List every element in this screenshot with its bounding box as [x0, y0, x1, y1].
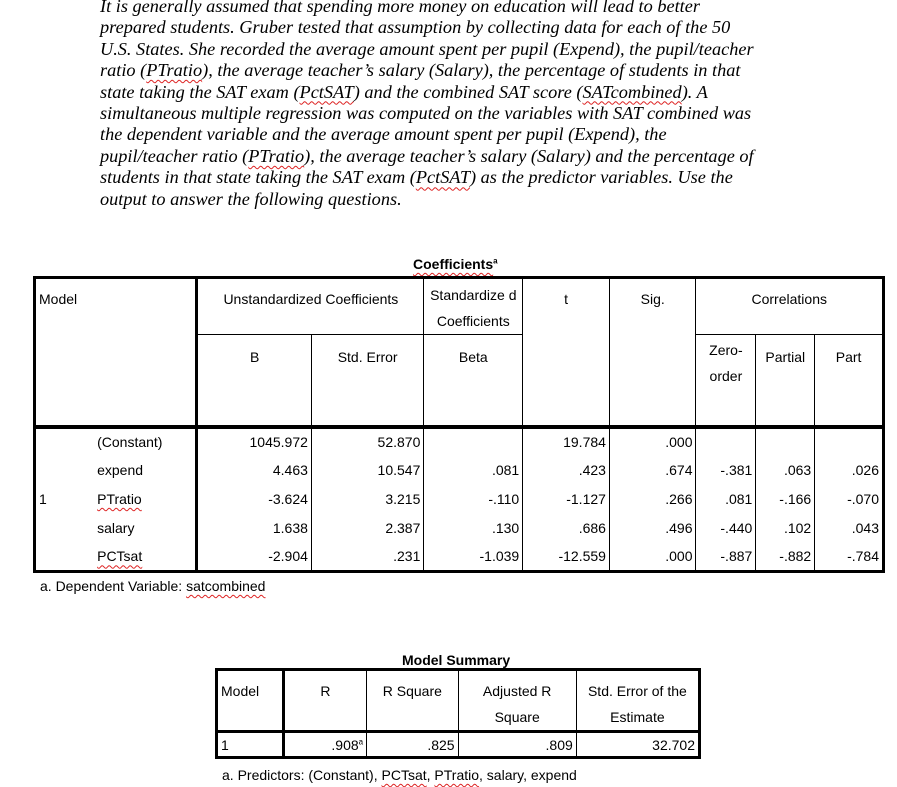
cell-b: 1045.972	[197, 427, 312, 456]
cell-beta: .130	[424, 514, 523, 543]
cell-partial: .063	[756, 456, 815, 485]
cell-b: -2.904	[197, 543, 312, 572]
model-number	[35, 427, 95, 456]
cell-part	[815, 427, 884, 456]
question-line: pupil/teacher ratio (PTratio), the average teacher’s salary (Salary) and the percentage of	[100, 145, 754, 166]
question-line: the dependent variable and the average amount spent per pupil (Expend), the	[100, 124, 667, 145]
cell-partial	[756, 427, 815, 456]
header-standardized: Standardize d Coefficients	[424, 278, 523, 335]
cell-b: 1.638	[197, 514, 312, 543]
cell-se: 2.387	[311, 514, 423, 543]
question-text	[100, 0, 754, 210]
summary-header-r: R	[283, 670, 366, 732]
question-line: state taking the SAT exam (PctSAT) and the combined SAT score (SATcombined). A	[100, 81, 708, 102]
predictor-name: expend	[94, 456, 197, 485]
model-number	[35, 456, 95, 485]
summary-header-std-error-estimate: Std. Error of the Estimate	[576, 670, 699, 732]
cell-beta: -.110	[424, 485, 523, 514]
cell-se: 10.547	[311, 456, 423, 485]
summary-model: 1	[217, 732, 284, 758]
summary-header-adjusted-r-square: Adjusted R Square	[458, 670, 576, 732]
model-number	[35, 543, 95, 572]
predictor-name: PCTsat	[94, 543, 197, 572]
question-line: U.S. States. She recorded the average amount spent per pupil (Expend), the pupil/teacher	[100, 38, 754, 59]
cell-t: .423	[523, 456, 610, 485]
cell-beta: -1.039	[424, 543, 523, 572]
header-correlations: Correlations	[696, 278, 884, 335]
header-zero-order: Zero- order	[696, 335, 756, 427]
cell-t: -12.559	[523, 543, 610, 572]
cell-se: 52.870	[311, 427, 423, 456]
header-sig: Sig.	[609, 278, 696, 427]
cell-sig: .000	[609, 543, 696, 572]
cell-part: .043	[815, 514, 884, 543]
cell-zero: -.440	[696, 514, 756, 543]
cell-t: 19.784	[523, 427, 610, 456]
model-summary-title: Model Summary	[402, 652, 511, 668]
question-line: It is generally assumed that spending more money on education will lead to better	[100, 0, 700, 16]
cell-zero: .081	[696, 485, 756, 514]
header-part: Part	[815, 335, 884, 427]
cell-se: .231	[311, 543, 423, 572]
cell-t: .686	[523, 514, 610, 543]
summary-std-error-estimate: 32.702	[576, 732, 699, 758]
cell-part: -.784	[815, 543, 884, 572]
question-line: output to answer the following questions.	[100, 188, 402, 209]
header-partial: Partial	[756, 335, 815, 427]
header-unstandardized: Unstandardized Coefficients	[197, 278, 424, 335]
cell-b: -3.624	[197, 485, 312, 514]
summary-header-model: Model	[217, 670, 284, 732]
table-row	[35, 485, 884, 514]
header-t: t	[523, 278, 610, 427]
coefficients-title: Coefficients$^a$	[413, 256, 498, 272]
table-row	[35, 514, 884, 543]
model-number: 1	[35, 485, 95, 514]
coefficients-footnote: a. Dependent Variable: satcombined	[40, 578, 266, 594]
predictor-name: (Constant)	[94, 427, 197, 456]
cell-part: .026	[815, 456, 884, 485]
cell-se: 3.215	[311, 485, 423, 514]
header-beta: Beta	[424, 335, 523, 427]
model-summary-footnote: a. Predictors: (Constant), PCTsat, PTratio, salary, expend	[222, 767, 577, 783]
summary-r-square: .825	[367, 732, 458, 758]
cell-partial: -.882	[756, 543, 815, 572]
model-number	[35, 514, 95, 543]
cell-beta	[424, 427, 523, 456]
cell-partial: .102	[756, 514, 815, 543]
cell-t: -1.127	[523, 485, 610, 514]
table-row	[35, 456, 884, 485]
cell-sig: .496	[609, 514, 696, 543]
summary-adjusted-r-square: .809	[458, 732, 576, 758]
cell-sig: .266	[609, 485, 696, 514]
question-line: ratio (PTratio), the average teacher’s salary (Salary), the percentage of students in that	[100, 60, 741, 81]
summary-r: .908$^a$	[283, 732, 366, 758]
cell-partial: -.166	[756, 485, 815, 514]
predictor-name: PTratio	[94, 485, 197, 514]
coefficients-table	[33, 276, 885, 573]
summary-header-r-square: R Square	[367, 670, 458, 732]
question-line: prepared students. Gruber tested that assumption by collecting data for each of the 50	[100, 17, 731, 38]
header-model: Model	[35, 278, 197, 427]
header-b: B	[197, 335, 312, 427]
question-line: students in that state taking the SAT exam (PctSAT) as the predictor variables. Use the	[100, 167, 733, 188]
table-row	[35, 543, 884, 572]
header-std-error: Std. Error	[311, 335, 423, 427]
cell-part: -.070	[815, 485, 884, 514]
cell-beta: .081	[424, 456, 523, 485]
predictor-name: salary	[94, 514, 197, 543]
cell-sig: .000	[609, 427, 696, 456]
question-line: simultaneous multiple regression was computed on the variables with SAT combined was	[100, 103, 752, 124]
cell-zero: -.381	[696, 456, 756, 485]
cell-b: 4.463	[197, 456, 312, 485]
table-row	[35, 427, 884, 456]
cell-sig: .674	[609, 456, 696, 485]
cell-zero	[696, 427, 756, 456]
cell-zero: -.887	[696, 543, 756, 572]
model-summary-table	[215, 668, 701, 759]
